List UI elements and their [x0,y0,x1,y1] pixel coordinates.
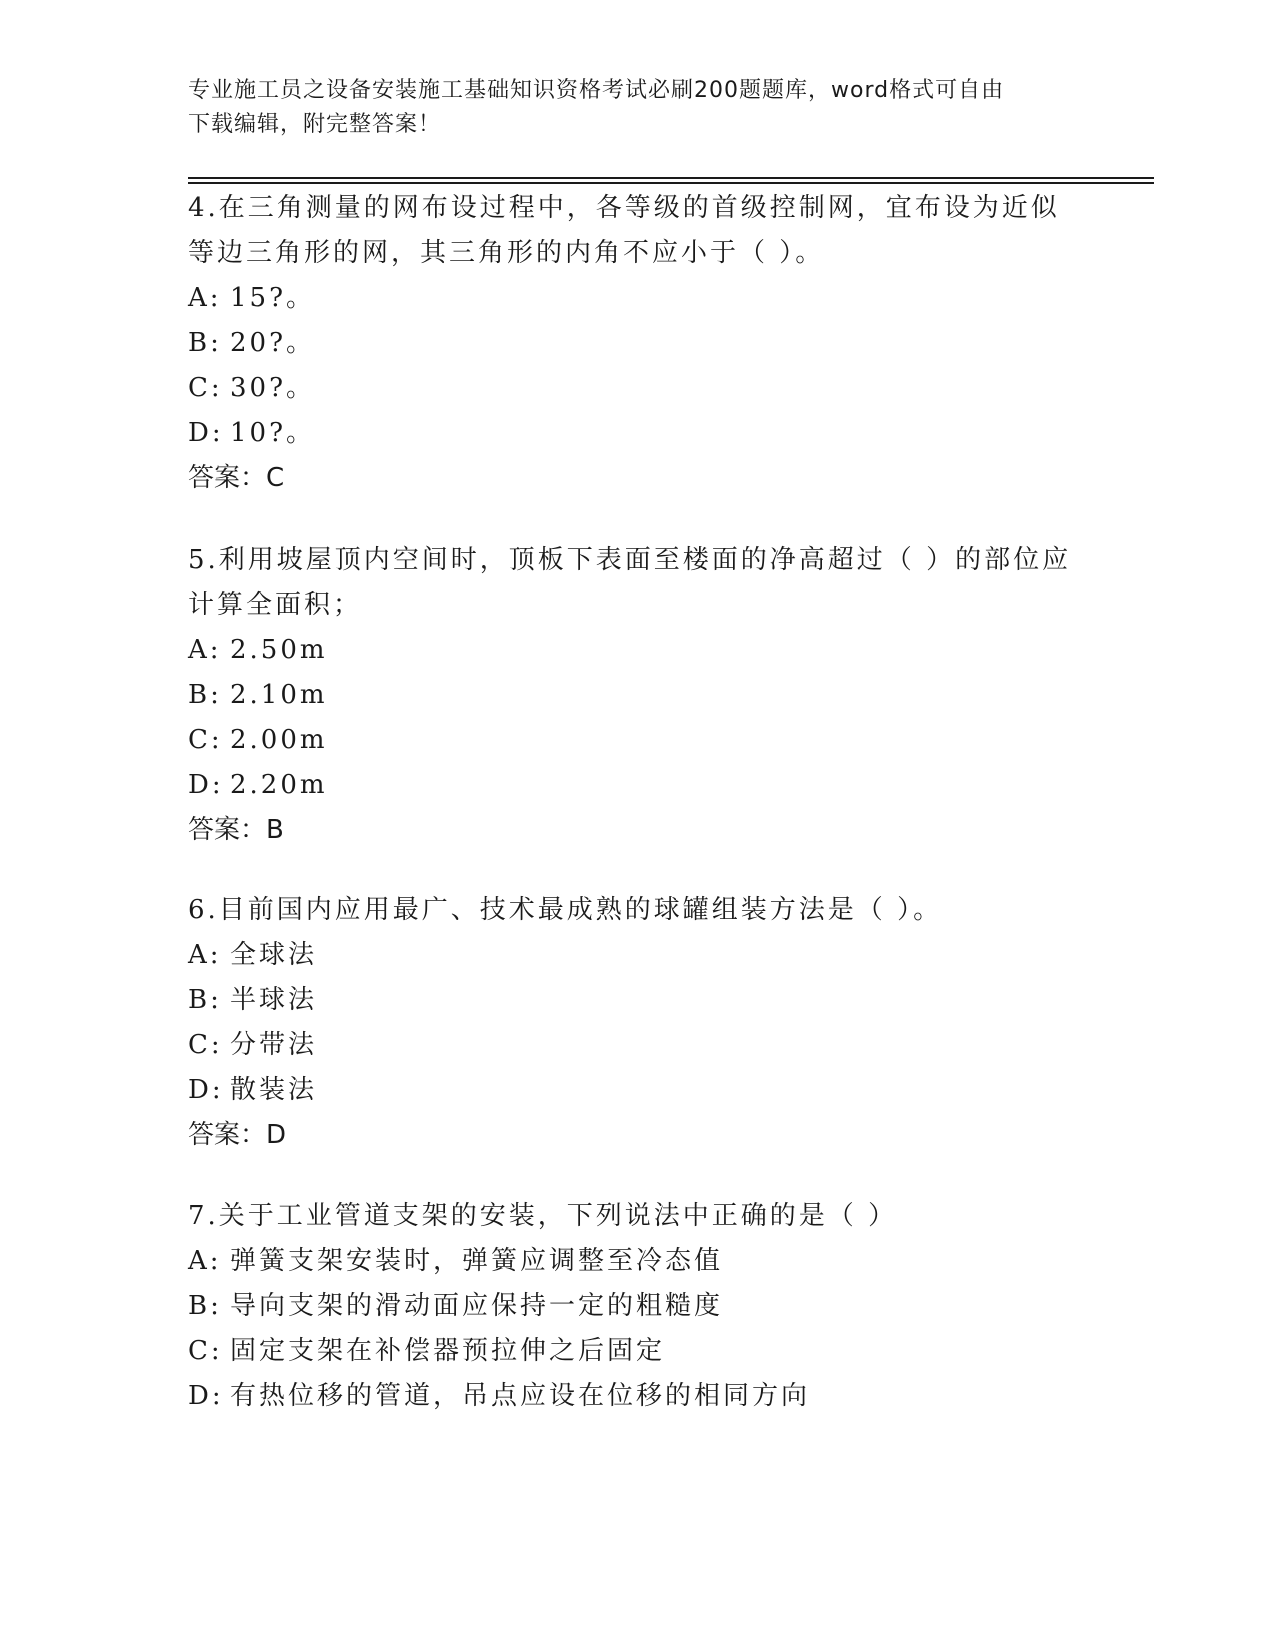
answer: 答案：B [188,815,284,845]
option-text: 2.10m [230,680,328,710]
option-label: A: [188,1246,222,1276]
header-divider-top [188,177,1154,179]
option-d [188,763,1088,808]
option-b [188,978,1088,1023]
option-label: B: [188,1291,222,1321]
option-text: 有热位移的管道，吊点应设在位移的相同方向 [230,1381,811,1411]
question-5 [188,538,1088,853]
option-text: 半球法 [230,985,318,1015]
option-text: 10?。 [230,418,316,448]
question-text-line: 计算全面积； [188,590,363,620]
header-line-2: 下载编辑，附完整答案！ [188,112,442,137]
option-text: 弹簧支架安装时，弹簧应调整至冷态值 [230,1246,724,1276]
option-c [188,718,1088,763]
option-text: 散装法 [230,1075,318,1105]
answer: 答案：D [188,1120,287,1150]
option-text: 分带法 [230,1030,318,1060]
option-label: A: [188,283,222,313]
option-c [188,366,1088,411]
option-text: 2.50m [230,635,328,665]
option-label: C: [188,373,223,403]
option-text: 20?。 [230,328,316,358]
question-text-line: 6.目前国内应用最广、技术最成熟的球罐组装方法是（ ）。 [188,895,943,925]
question-text-line: 4.在三角测量的网布设过程中，各等级的首级控制网，宜布设为近似 [188,193,1060,223]
option-label: D: [188,1075,224,1105]
option-c [188,1329,1088,1374]
option-label: B: [188,985,222,1015]
option-text: 全球法 [230,940,318,970]
option-b [188,321,1088,366]
option-text: 30?。 [230,373,316,403]
option-d [188,1068,1088,1113]
header-line-1: 专业施工员之设备安装施工基础知识资格考试必刷200题题库，word格式可自由 [188,78,1005,103]
option-text: 2.20m [230,770,328,800]
option-label: D: [188,770,224,800]
option-label: D: [188,418,224,448]
option-label: B: [188,328,222,358]
option-a [188,933,1088,978]
question-6 [188,888,1088,1158]
option-text: 导向支架的滑动面应保持一定的粗糙度 [230,1291,724,1321]
option-label: A: [188,635,222,665]
option-a [188,276,1088,321]
option-text: 固定支架在补偿器预拉伸之后固定 [230,1336,666,1366]
option-label: A: [188,940,222,970]
option-text: 15?。 [230,283,316,313]
option-c [188,1023,1088,1068]
option-label: B: [188,680,222,710]
question-text-line: 7.关于工业管道支架的安装，下列说法中正确的是（ ） [188,1201,898,1231]
option-label: C: [188,1030,223,1060]
question-4 [188,186,1088,501]
header-divider-bottom [188,182,1154,184]
option-text: 2.00m [230,725,328,755]
option-d [188,1374,1088,1419]
option-d [188,411,1088,456]
question-text-line: 5.利用坡屋顶内空间时，顶板下表面至楼面的净高超过（ ）的部位应 [188,545,1072,575]
option-a [188,1239,1088,1284]
document-header [188,74,1068,142]
option-b [188,1284,1088,1329]
option-label: C: [188,1336,223,1366]
question-text-line: 等边三角形的网，其三角形的内角不应小于（ ）。 [188,238,825,268]
option-label: D: [188,1381,224,1411]
answer: 答案：C [188,463,285,493]
question-7 [188,1194,1088,1419]
option-b [188,673,1088,718]
option-a [188,628,1088,673]
option-label: C: [188,725,223,755]
